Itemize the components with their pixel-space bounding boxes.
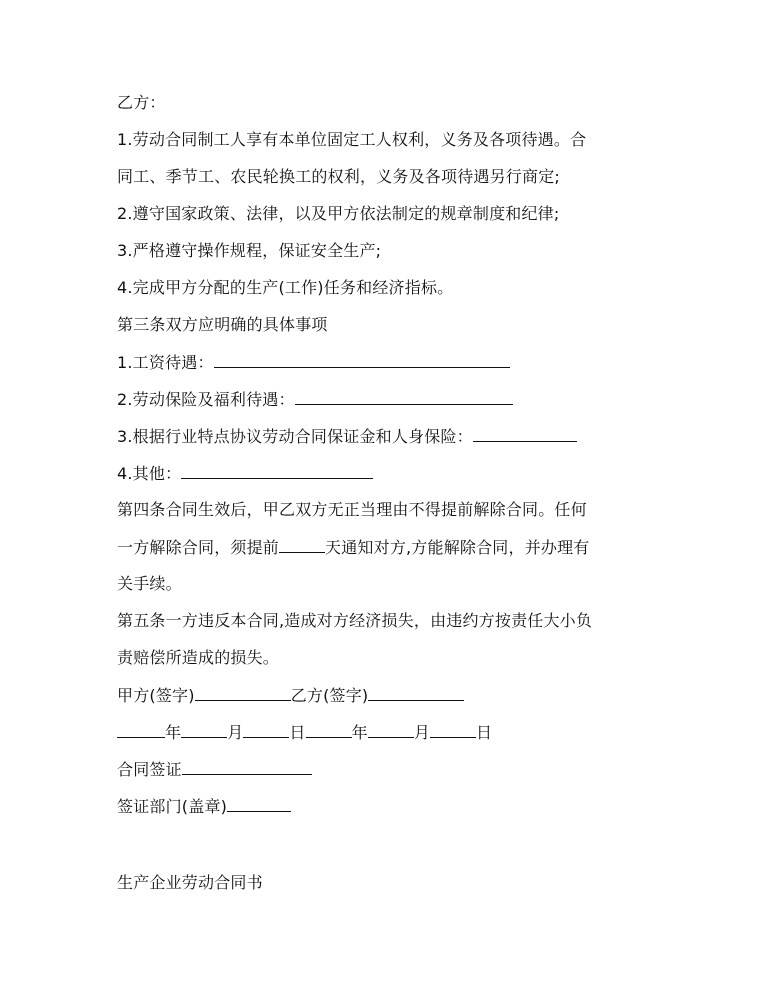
text-line: 1.劳动合同制工人享有本单位固定工人权利，义务及各项待遇。合 (117, 130, 587, 149)
text-line: 责赔偿所造成的损失。 (117, 648, 280, 667)
text-line (117, 93, 166, 113)
document-title: 生产企业劳动合同书 (117, 873, 263, 892)
text-line: 3.严格遵守操作规程，保证安全生产; (117, 241, 382, 260)
blank-line (368, 722, 414, 738)
date-line: 年 月 日 年 月 日 (117, 722, 492, 743)
blank-line (473, 426, 577, 442)
blank-line (195, 685, 291, 701)
blank-line (430, 722, 476, 738)
blank-line (182, 759, 312, 775)
contract-certification-line: 合同签证 (117, 759, 312, 780)
article-5-line: 第五条一方违反本合同,造成对方经济损失，由违约方按责任大小负 (117, 611, 593, 630)
certification-dept-line: 签证部门(盖章) (117, 796, 291, 817)
insurance-line: 2.劳动保险及福利待遇： (117, 389, 513, 410)
blank-line (227, 796, 291, 812)
party-b-heading: 乙方： (117, 93, 166, 112)
blank-line (368, 685, 464, 701)
text-line: 2.遵守国家政策、法律，以及甲方依法制定的规章制度和纪律; (117, 204, 560, 223)
article-3-heading: 第三条双方应明确的具体事项 (117, 315, 328, 334)
blank-line (181, 722, 227, 738)
text-line: 一方解除合同，须提前 天通知对方,方能解除合同，并办理有 (117, 538, 590, 557)
other-line: 4.其他： (117, 463, 373, 484)
blank-line (295, 389, 513, 405)
blank-line (279, 537, 325, 553)
party-a-signature-label: 甲方(签字) (117, 686, 195, 705)
party-b-signature-label: 乙方(签字) (290, 686, 369, 705)
signature-line (117, 685, 464, 706)
text-line: 同工、季节工、农民轮换工的权利，义务及各项待遇另行商定; (117, 167, 560, 186)
article-4-line: 第四条合同生效后，甲乙双方无正当理由不得提前解除合同。任何 (117, 500, 587, 519)
blank-line (306, 722, 352, 738)
blank-line (243, 722, 289, 738)
text-line: 4.完成甲方分配的生产(工作)任务和经济指标。 (117, 278, 454, 297)
blank-line (181, 463, 373, 479)
blank-line (117, 722, 165, 738)
blank-line (214, 352, 510, 368)
text-line: 关手续。 (117, 574, 182, 593)
deposit-line: 3.根据行业特点协议劳动合同保证金和人身保险： (117, 426, 577, 447)
wage-line: 1.工资待遇： (117, 352, 510, 373)
